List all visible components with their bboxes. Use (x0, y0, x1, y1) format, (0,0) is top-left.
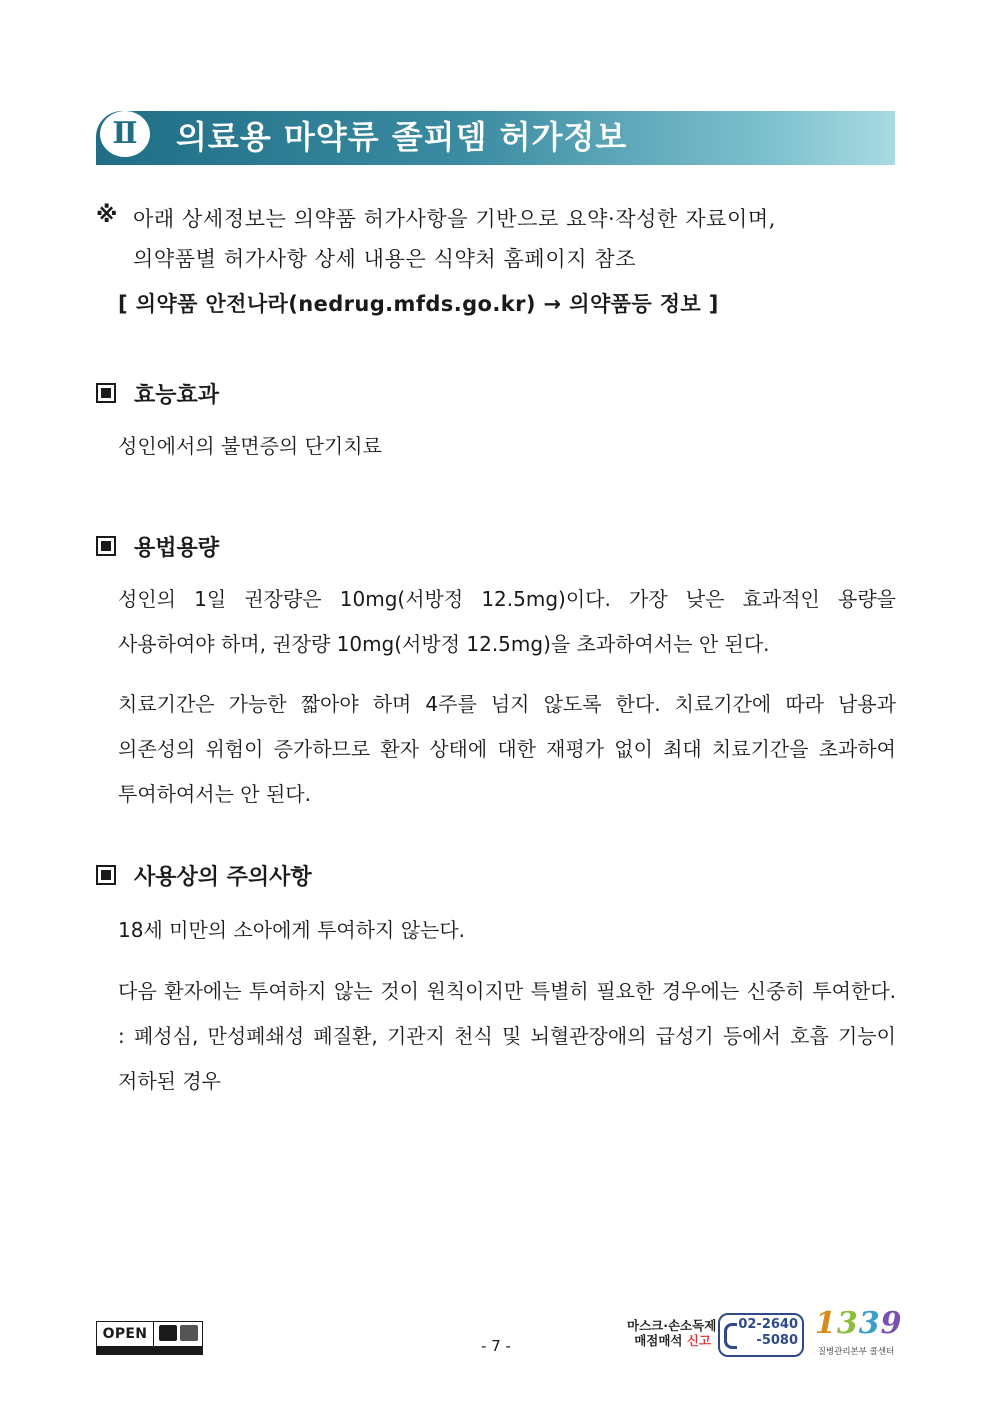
logo-digit: 1 (815, 1306, 837, 1341)
paragraph: 다음 환자에는 투여하지 않는 것이 원칙이지만 특별히 필요한 경우에는 신중히 투여한다. : 폐성심, 만성폐쇄성 폐질환, 기관지 천식 및 뇌혈관장애의 급성기 등에서 호흡 기능이 저하된 경우 (118, 979, 896, 1093)
logo-digit: 3 (858, 1306, 881, 1341)
notice-line-1: 아래 상세정보는 의약품 허가사항을 기반으로 요약·작성한 자료이며, (133, 207, 777, 231)
section-heading-label: 사용상의 주의사항 (134, 864, 312, 890)
campaign-line-2 (627, 1333, 711, 1348)
notice-reference-link: [ 의약품 안전나라(nedrug.mfds.go.kr) → 의약품등 정보 ] (118, 292, 719, 316)
notice-mark: ※ (96, 203, 118, 228)
section-number-badge: Ⅱ (100, 111, 150, 157)
campaign-line-1: 마스크·손소독제 (627, 1318, 717, 1333)
no-commercial-icon (180, 1325, 198, 1341)
license-icons (154, 1321, 203, 1347)
square-bullet-icon (96, 865, 116, 885)
phone-number-line-2: -5080 (756, 1333, 798, 1348)
open-label: OPEN (96, 1321, 154, 1347)
phone-number (736, 1317, 798, 1349)
page-number: - 7 - (481, 1337, 511, 1355)
logo-digit: 3 (836, 1306, 859, 1341)
report-phone-badge (718, 1313, 804, 1357)
campaign-text (627, 1318, 717, 1348)
paragraph: 성인에서의 불면증의 단기치료 (118, 434, 382, 458)
notice-line-2: 의약품별 허가사항 상세 내용은 식약처 홈페이지 참조 (133, 247, 637, 271)
paragraph: 18세 미만의 소아에게 투여하지 않는다. (118, 918, 466, 942)
square-bullet-icon (96, 383, 116, 403)
license-strip (96, 1347, 203, 1355)
campaign-line-2-a: 매점매석 (634, 1333, 687, 1348)
paragraph: 치료기간은 가능한 짧아야 하며 4주를 넘지 않도록 한다. 치료기간에 따라 남용과 의존성의 위험이 증가하므로 환자 상태에 대한 재평가 없이 최대 치료기간을 초과하여 투여하여서는 안 된다. (118, 692, 896, 806)
paragraph: 성인의 1일 권장량은 10mg(서방정 12.5mg)이다. 가장 낮은 효과적인 용량을 사용하여야 하며, 권장량 10mg(서방정 12.5mg)을 초과하여서는 안 된다. (118, 587, 896, 656)
square-bullet-icon (96, 536, 116, 556)
kcdc-1339-logo (815, 1306, 903, 1341)
logo-digit: 9 (880, 1306, 903, 1341)
section-title: 의료용 마약류 졸피뎀 허가정보 (176, 118, 628, 156)
attribution-icon (159, 1325, 177, 1341)
open-license-badge (96, 1321, 206, 1355)
phone-number-line-1: 02-2640 (738, 1317, 798, 1332)
section-heading-label: 용법용량 (134, 535, 220, 561)
section-heading-label: 효능효과 (134, 382, 220, 408)
logo-caption: 질병관리본부 콜센터 (817, 1347, 895, 1357)
campaign-line-2-b: 신고 (686, 1333, 711, 1348)
